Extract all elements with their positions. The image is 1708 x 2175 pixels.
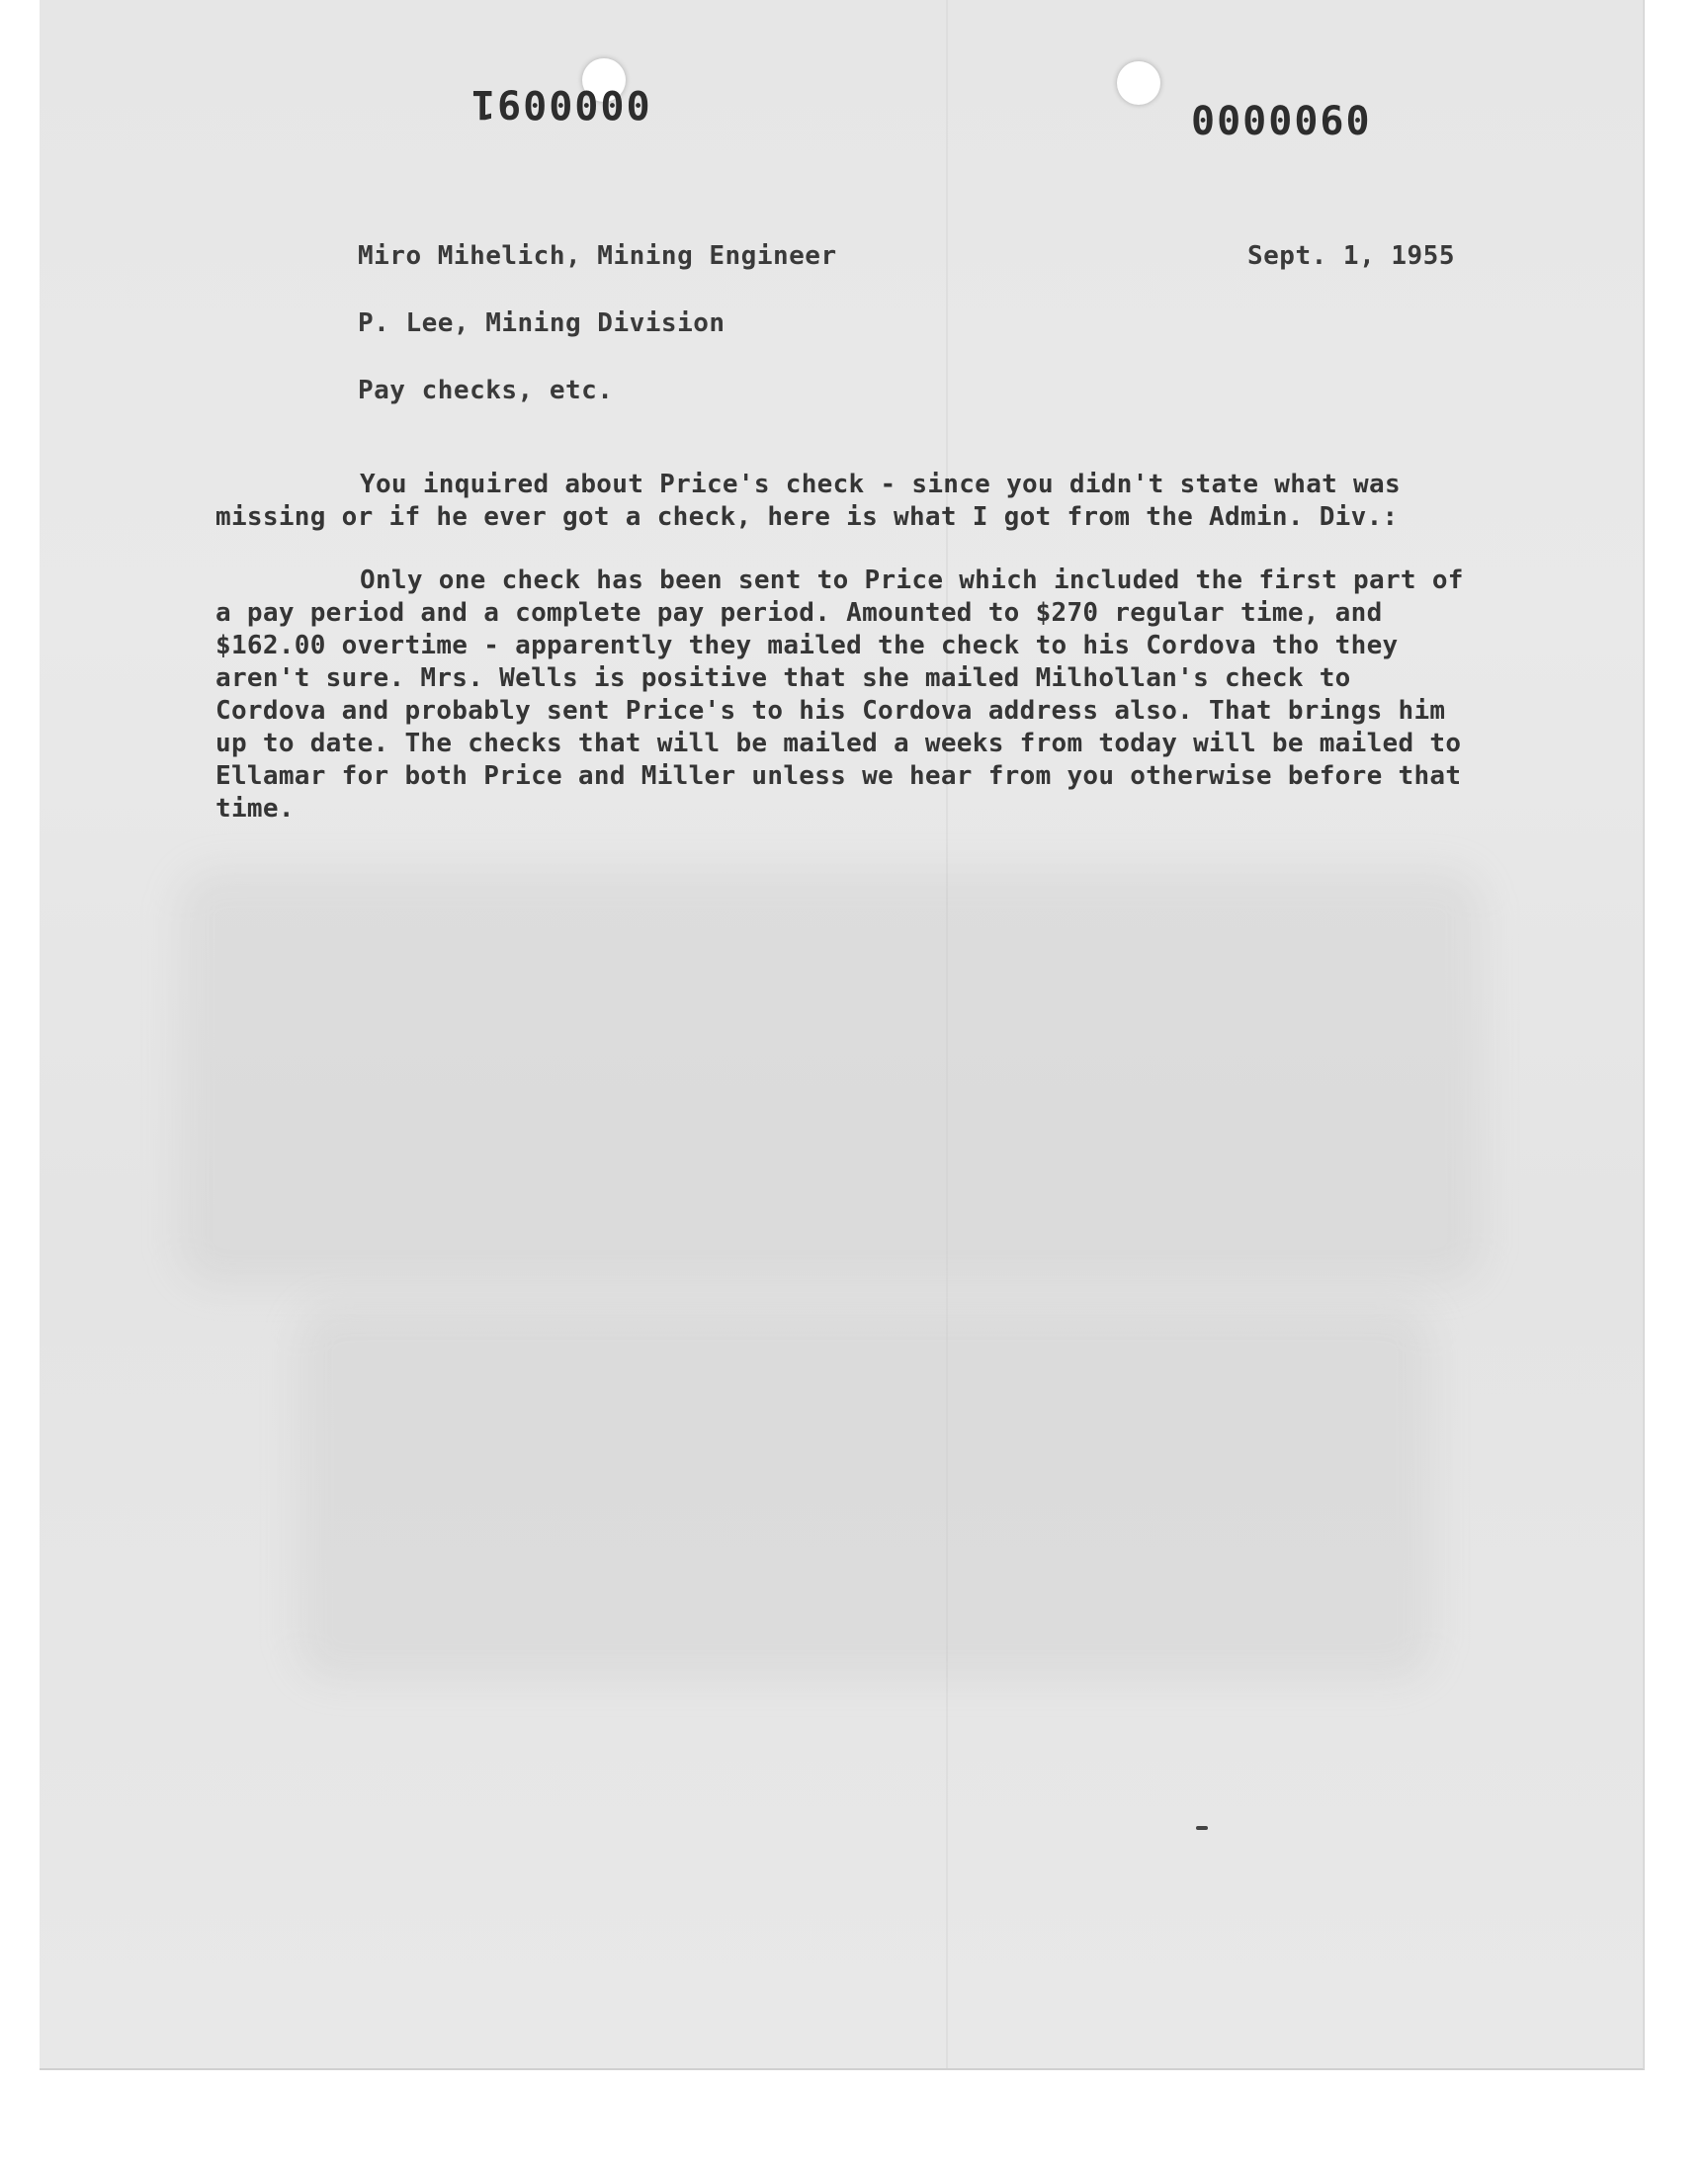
memo-subject: Pay checks, etc. [358, 376, 614, 405]
ink-speck [1196, 1826, 1208, 1830]
punch-hole-right [1117, 61, 1160, 105]
document-number-stamp-left: 0000091 [470, 81, 650, 127]
document-page [40, 0, 1645, 2070]
memo-to: P. Lee, Mining Division [358, 308, 726, 338]
bleed-through-shadow [297, 1305, 1433, 1681]
memo-from: Miro Mihelich, Mining Engineer [358, 241, 837, 271]
memo-paragraph-1: You inquired about Price's check - since you didn't state what was missing or if he ever got a check, here is what I got from the Admin. Div.: [215, 470, 1401, 532]
bleed-through-shadow [178, 870, 1483, 1285]
document-number-stamp-right: 0000060 [1191, 99, 1372, 144]
memo-date: Sept. 1, 1955 [1247, 241, 1455, 271]
memo-paragraph-2: Only one check has been sent to Price which included the first part of a pay period and a complete pay period. Amounted to $270 regular time, and $162.00 overtime - apparently they mailed the check to his Cordova tho they aren't sure. Mrs. Wells is positive that she mailed Milhollan's check to Cordova and probably sent Price's to his Cordova address also. That brings him up to date. The checks that will be mailed a weeks from today will be mailed to Ellamar for both Price and Miller unless we hear from you otherwise before that time. [215, 566, 1464, 824]
